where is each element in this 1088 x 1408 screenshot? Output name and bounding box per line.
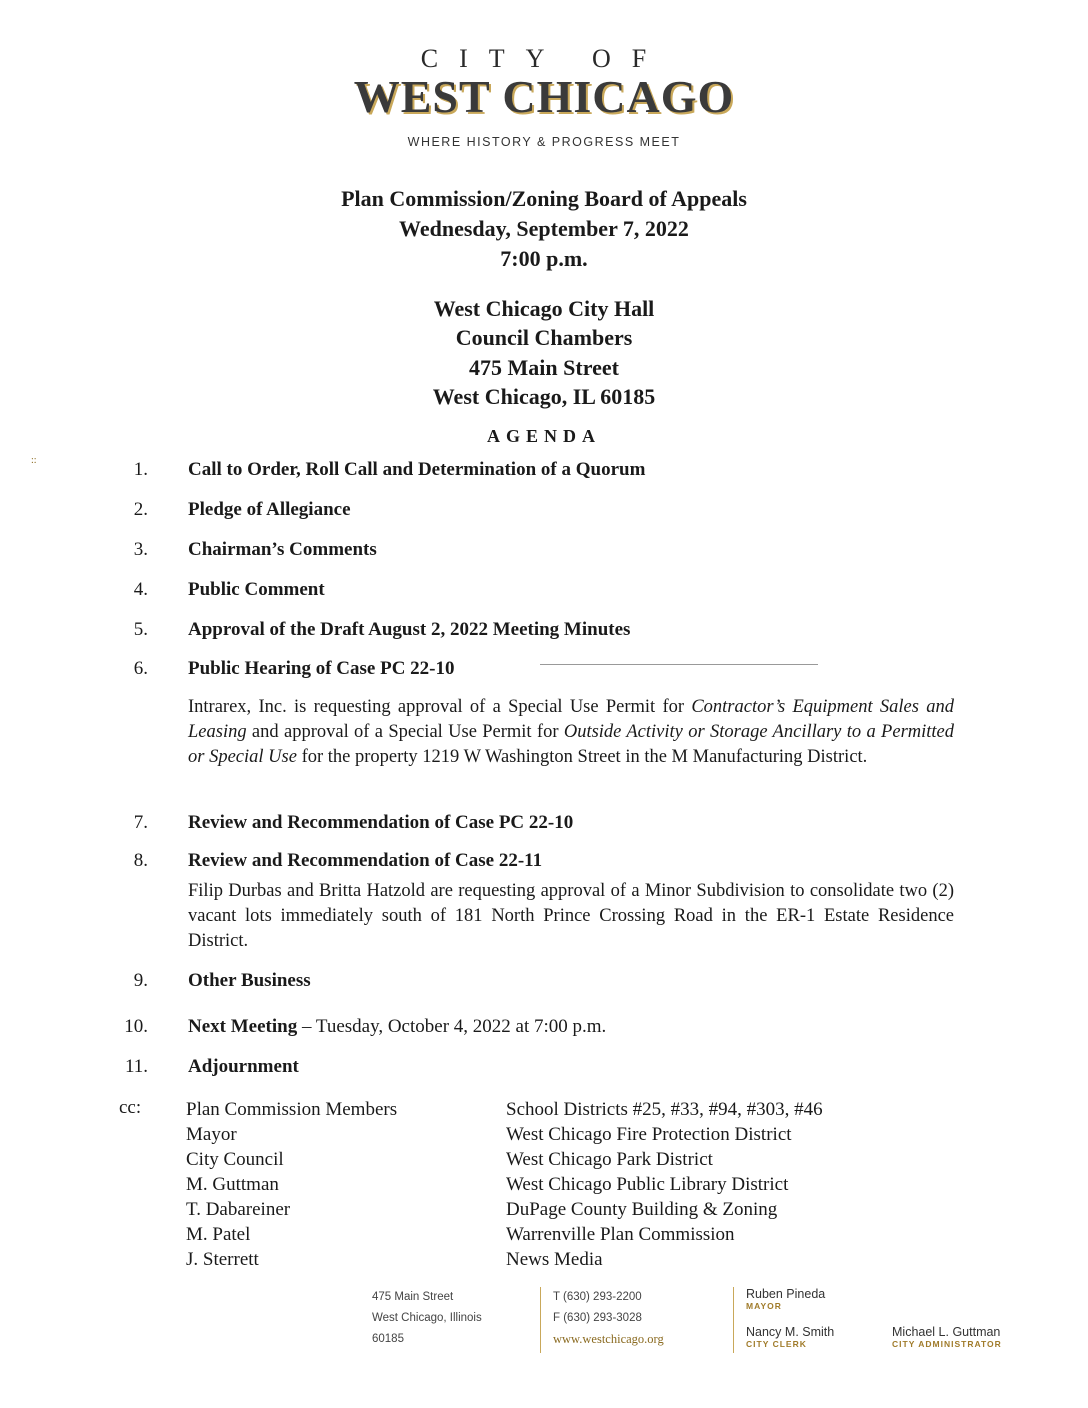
item-number: 2. xyxy=(133,499,148,520)
item-title: Pledge of Allegiance xyxy=(188,499,351,520)
item-6-description: Intrarex, Inc. is requesting approval of a Special Use Permit for Contractor’s Equipment Sales and Leasing and approval of a Special Use Permit for Outside Activity or Storage Ancillary to a Permitted or Special Use for the property 1219 W Washington Street in the M Manufacturing District. xyxy=(188,697,955,767)
item-number: 10. xyxy=(124,1016,148,1037)
cc-recipient: West Chicago Park District xyxy=(506,1149,713,1170)
clerk-name: Nancy M. Smith xyxy=(746,1325,835,1339)
item-number: 3. xyxy=(133,539,148,560)
cc-recipient: Plan Commission Members xyxy=(186,1099,398,1120)
letterhead-tagline: WHERE HISTORY & PROGRESS MEET xyxy=(407,135,681,149)
location-street: 475 Main Street xyxy=(469,355,619,380)
cc-recipient: City Council xyxy=(186,1149,284,1170)
letterhead-city-name: WEST CHICAGO xyxy=(353,71,735,122)
scan-mark: :: xyxy=(31,455,37,466)
item-title: Review and Recommendation of Case 22-11 xyxy=(188,850,543,871)
item-title: Chairman’s Comments xyxy=(188,539,377,560)
cc-recipient: News Media xyxy=(506,1249,603,1270)
cc-label: cc: xyxy=(119,1097,142,1118)
footer-officials xyxy=(746,1287,834,1351)
footer-address: 475 Main Street West Chicago, Illinois 60185 xyxy=(372,1291,482,1345)
agenda-heading: AGENDA xyxy=(486,426,601,446)
cc-recipient: West Chicago Public Library District xyxy=(506,1174,789,1195)
administrator-role: CITY ADMINISTRATOR xyxy=(892,1339,1002,1349)
item-number: 6. xyxy=(133,658,148,679)
meeting-time: 7:00 p.m. xyxy=(500,246,588,271)
item-title: Public Comment xyxy=(188,579,325,600)
item-title: Approval of the Draft August 2, 2022 Meeting Minutes xyxy=(188,619,631,640)
item-number: 8. xyxy=(133,850,148,871)
footer-phone: T (630) 293-2200 xyxy=(553,1291,642,1303)
mayor-role: MAYOR xyxy=(746,1301,782,1311)
meeting-date: Wednesday, September 7, 2022 xyxy=(399,216,689,241)
item-number: 5. xyxy=(133,619,148,640)
administrator-name: Michael L. Guttman xyxy=(892,1325,1001,1339)
footer-divider xyxy=(733,1287,734,1353)
cc-recipient: M. Guttman xyxy=(186,1174,279,1195)
cc-recipient: West Chicago Fire Protection District xyxy=(506,1124,792,1145)
item-title: Adjournment xyxy=(188,1056,299,1077)
cc-recipient: T. Dabareiner xyxy=(186,1199,291,1220)
cc-recipient: Warrenville Plan Commission xyxy=(506,1224,735,1245)
footer-fax: F (630) 293-3028 xyxy=(553,1312,642,1324)
item-title: Review and Recommendation of Case PC 22-10 xyxy=(188,812,574,833)
item-8-description: Filip Durbas and Britta Hatzold are requesting approval of a Minor Subdivision to consolidate two (2) vacant lots immediately south of 181 North Prince Crossing Road in the ER-1 Estate Residence District. xyxy=(188,881,954,951)
item-number: 9. xyxy=(133,970,148,991)
footer-divider xyxy=(540,1287,541,1353)
mayor-name: Ruben Pineda xyxy=(746,1287,826,1301)
cc-recipient: School Districts #25, #33, #94, #303, #46 xyxy=(506,1099,823,1120)
cc-recipient: DuPage County Building & Zoning xyxy=(506,1199,778,1220)
item-number: 7. xyxy=(133,812,148,833)
location-city: West Chicago, IL 60185 xyxy=(432,384,656,409)
item-title: Other Business xyxy=(188,970,311,991)
cc-recipient: M. Patel xyxy=(186,1224,251,1245)
cc-recipient: Mayor xyxy=(186,1124,237,1145)
cc-right-list xyxy=(506,1097,823,1272)
footer-website[interactable]: www.westchicago.org xyxy=(553,1332,664,1346)
location-building: West Chicago City Hall xyxy=(433,296,655,321)
item-number: 1. xyxy=(133,459,148,480)
meeting-title: Plan Commission/Zoning Board of Appeals xyxy=(341,186,747,211)
item-title: Public Hearing of Case PC 22-10 xyxy=(188,658,455,679)
clerk-role: CITY CLERK xyxy=(746,1339,807,1349)
letterhead-city-of: CITY OF xyxy=(420,44,668,73)
item-number: 4. xyxy=(133,579,148,600)
divider-line xyxy=(540,664,818,665)
cc-recipient: J. Sterrett xyxy=(186,1249,259,1270)
footer-contact xyxy=(553,1287,664,1350)
item-number: 11. xyxy=(124,1056,148,1077)
footer-administrator xyxy=(892,1325,1002,1351)
cc-left-list xyxy=(186,1097,397,1272)
item-title: Call to Order, Roll Call and Determination of a Quorum xyxy=(188,459,646,480)
location-room: Council Chambers xyxy=(455,325,633,350)
item-title: Next Meeting – Tuesday, October 4, 2022 at 7:00 p.m. xyxy=(188,1016,607,1037)
